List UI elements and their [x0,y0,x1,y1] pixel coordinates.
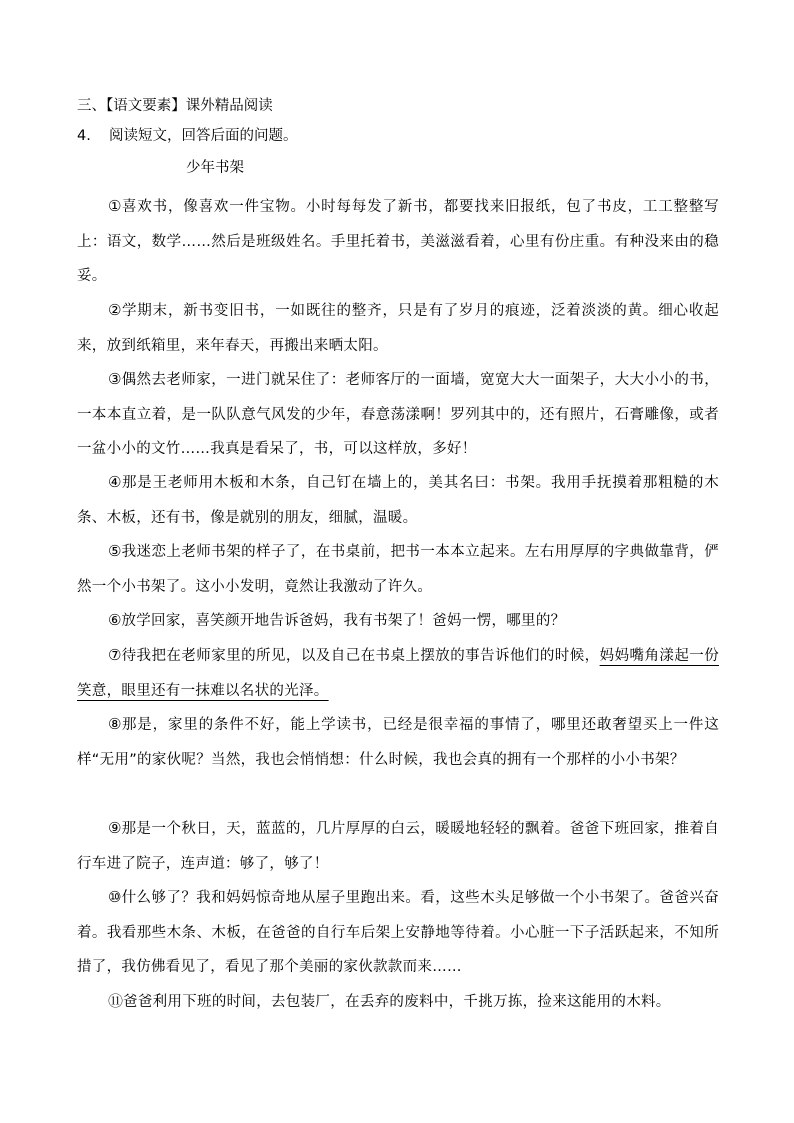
question-number: 4. [77,128,91,144]
paragraph-3 [77,362,719,467]
paragraph-number: ⑨ [108,819,122,837]
paragraph-text: 待我把在老师家里的所见，以及自己在书桌上摆放的事告诉他们的时候， [121,648,600,664]
paragraph-number: ⑥ [108,611,122,629]
paragraph-5 [77,534,719,604]
paragraph-7 [77,638,719,708]
paragraph-text: 喜欢书，像喜欢一件宝物。小时每每发了新书，都要找来旧报纸，包了书皮，工工整整写上：语文，数学……然后是班级姓名。手里托着书，美滋滋看着，心里有份庄重。有种没来由的稳妥。 [77,199,720,284]
paragraph-4 [77,465,719,535]
paragraph-text: 放学回家，喜笑颜开地告诉爸妈，我有书架了！爸妈一愣，哪里的？ [121,613,566,629]
paragraph-text: 我迷恋上老师书架的样子了，在书桌前，把书一本本立起来。左右用厚厚的字典做靠背，俨然一个小书架了。这小小发明，竟然让我激动了许久。 [77,544,719,595]
paragraph-number: ⑩ [108,888,122,906]
paragraph-text: 那是王老师用木板和木条，自己钉在墙上的，美其名曰：书架。我用手抚摸着那粗糙的木条、木板，还有书，像是就别的朋友，细腻，温暖。 [77,475,720,526]
paragraph-number: ⑤ [108,542,122,560]
paragraph-number: ⑧ [108,715,122,733]
paragraph-number: ⑦ [108,646,122,664]
paragraph-2 [77,293,719,363]
paragraph-6 [77,603,719,639]
paragraph-text: 什么够了？我和妈妈惊奇地从屋子里跑出来。看，这些木头足够做一个小书架了。爸爸兴奋着。我看那些木条、木板，在爸爸的自行车后架上安静地等待着。小心脏一下子活跃起来，不知所措了，我仿佛看见了，看见了那个美丽的家伙款款而来…… [77,890,719,975]
paragraph-11 [77,984,719,1020]
paragraph-10 [77,880,719,985]
paragraph-number: ④ [108,473,122,491]
question-prompt: 阅读短文，回答后面的问题。 [109,128,298,144]
underlined-sentence: 妈妈嘴角漾起一份笑意，眼里还有一抹难以名状的光泽。 [77,648,719,699]
paragraph-number: ③ [108,370,122,388]
paragraph-8 [77,707,719,777]
paragraph-number: ① [108,197,122,215]
question-header [77,126,298,146]
paragraph-number: ② [108,301,122,319]
paragraph-text: 爸爸利用下班的时间，去包装厂，在丢弃的废料中，千挑万拣，捡来这能用的木料。 [123,994,671,1010]
paragraph-1 [77,189,719,294]
paragraph-text: 那是，家里的条件不好，能上学读书，已经是很幸福的事情了，哪里还敢奢望买上一件这样“无用”的家伙呢？当然，我也会悄悄想：什么时候，我也会真的拥有一个那样的小小书架？ [77,717,720,768]
paragraph-text: 偶然去老师家，一进门就呆住了：老师客厅的一面墙，宽宽大大一面架子，大大小小的书，一本本直立着，是一队队意气风发的少年，春意荡漾啊！罗列其中的，还有照片，石膏雕像，或者一盆小小的文竹……我真是看呆了，书，可以这样放，多好！ [77,372,719,457]
paragraph-text: 学期末，新书变旧书，一如既往的整齐，只是有了岁月的痕迹，泛着淡淡的黄。细心收起来，放到纸箱里，来年春天，再搬出来晒太阳。 [77,303,720,354]
passage-title: 少年书架 [186,160,244,176]
section-title: 三、【语文要素】课外精品阅读 [77,98,273,114]
paragraph-number: ⑪ [108,992,124,1010]
paragraph-text: 那是一个秋日，天，蓝蓝的，几片厚厚的白云，暖暖地轻轻的飘着。爸爸下班回家，推着自行车进了院子，连声道：够了，够了！ [77,821,719,872]
paragraph-9 [77,811,719,881]
